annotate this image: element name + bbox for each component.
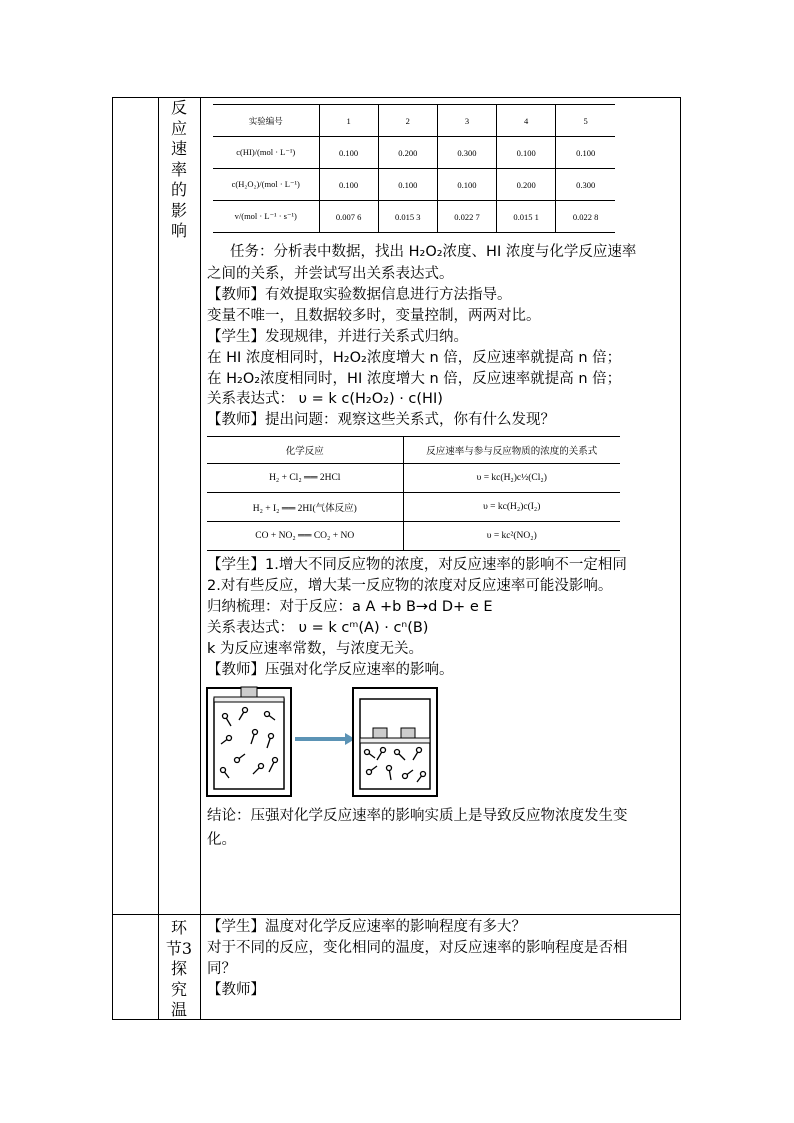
table-cell: υ = kc(H₂)c(I₂)	[403, 493, 620, 522]
table-cell: 0.022 7	[437, 201, 496, 233]
variable-control-note: 变量不唯一，且数据较多时，变量控制，两两对比。	[207, 308, 541, 324]
table-cell: H₂ + Cl₂ ══ 2HCl	[207, 464, 403, 493]
student-note-2: 【学生】1.增大不同反应物的浓度，对反应速率的影响不一定相同	[207, 557, 627, 573]
question-line-2: 同？	[207, 961, 236, 977]
table-header-cell: 化学反应	[207, 437, 403, 464]
cylinder-before	[207, 687, 291, 796]
table-header-cell: 4	[497, 105, 556, 137]
section-label-rate-influence	[159, 98, 199, 242]
table-row	[213, 201, 615, 233]
reaction-rate-table	[207, 436, 620, 551]
table-cell: 0.100	[556, 137, 615, 169]
table-cell: 0.100	[319, 169, 378, 201]
point-2: 2.对有些反应，增大某一反应物的浓度对反应速率可能没影响。	[207, 578, 613, 594]
label-char: 应	[170, 118, 187, 138]
relation-expression-2: 关系表达式： υ = k cᵐ(A) · cⁿ(B)	[207, 620, 429, 636]
label-char: 探	[170, 959, 187, 978]
table-header-cell: 1	[319, 105, 378, 137]
conclusion-line-2: 化。	[207, 832, 236, 848]
table-row	[207, 464, 620, 493]
teacher-note-4: 【教师】	[207, 982, 265, 998]
table-row	[213, 169, 615, 201]
rule-line-2: 在 H₂O₂浓度相同时，HI 浓度增大 n 倍，反应速率就提高 n 倍；	[207, 371, 622, 387]
table-header-cell: 实验编号	[213, 105, 319, 137]
table-cell: v/(mol · L⁻¹ · s⁻¹)	[213, 201, 319, 233]
table-cell: 0.007 6	[319, 201, 378, 233]
column-divider-2	[200, 97, 201, 1020]
table-cell: 0.022 8	[556, 201, 615, 233]
table-cell: c(H₂O₂)/(mol · L⁻¹)	[213, 169, 319, 201]
table-row	[213, 137, 615, 169]
label-char: 环	[170, 918, 187, 937]
label-char: 节3	[165, 938, 193, 958]
label-char: 响	[170, 221, 187, 240]
table-header-row	[213, 105, 615, 137]
row-divider	[112, 914, 681, 915]
table-header-cell: 2	[378, 105, 437, 137]
table-cell: υ = kc²(NO₂)	[403, 522, 620, 551]
cylinder-after	[353, 688, 437, 796]
teacher-question: 【教师】提出问题：观察这些关系式，你有什么发现？	[207, 412, 555, 428]
table-header-cell: 反应速率与参与反应物质的浓度的关系式	[403, 437, 620, 464]
student-note-3: 【学生】温度对化学反应速率的影响程度有多大？	[207, 919, 526, 935]
table-cell: 0.100	[319, 137, 378, 169]
teacher-note-3: 【教师】压强对化学反应速率的影响。	[207, 662, 454, 678]
table-cell: 0.300	[556, 169, 615, 201]
relation-expression-1: 关系表达式： υ = k c(H₂O₂) · c(HI)	[207, 391, 443, 407]
label-char: 影	[170, 200, 187, 220]
table-row	[207, 493, 620, 522]
table-cell: 0.100	[378, 169, 437, 201]
label-char: 的	[170, 180, 187, 199]
table-cell: 0.100	[497, 137, 556, 169]
question-line-1: 对于不同的反应，变化相同的温度，对反应速率的影响程度是否相	[207, 940, 628, 956]
task-line-1: 任务：分析表中数据，找出 H₂O₂浓度、HI 浓度与化学反应速率	[230, 244, 637, 260]
table-cell: υ = kc(H₂)c½(Cl₂)	[403, 464, 620, 493]
table-cell: H₂ + I₂ ══ 2HI(气体反应)	[207, 493, 403, 522]
table-row	[207, 522, 620, 551]
label-char: 反	[170, 98, 187, 117]
table-cell: 0.015 3	[378, 201, 437, 233]
table-cell: CO + NO₂ ══ CO₂ + NO	[207, 522, 403, 551]
conclusion-line-1: 结论：压强对化学反应速率的影响实质上是导致反应物浓度发生变	[207, 808, 628, 824]
table-header-row	[207, 437, 620, 464]
rate-constant-note: k 为反应速率常数，与浓度无关。	[207, 641, 424, 657]
teacher-note-1: 【教师】有效提取实验数据信息进行方法指导。	[207, 287, 512, 303]
summary-line: 归纳梳理：对于反应：a A +b B→d D+ e E	[207, 599, 493, 615]
task-line-2: 之间的关系，并尝试写出关系表达式。	[207, 266, 454, 282]
table-header-cell: 3	[437, 105, 496, 137]
label-char: 率	[170, 159, 187, 179]
table-cell: 0.100	[437, 169, 496, 201]
pressure-piston-diagram	[205, 686, 445, 798]
experiment-data-table	[213, 104, 615, 233]
table-cell: 0.200	[378, 137, 437, 169]
compression-arrow	[295, 733, 355, 745]
table-cell: 0.200	[497, 169, 556, 201]
table-cell: 0.015 1	[497, 201, 556, 233]
label-char: 温	[170, 1000, 187, 1019]
label-char: 究	[170, 979, 187, 999]
table-cell: 0.300	[437, 137, 496, 169]
student-note-1: 【学生】发现规律，并进行关系式归纳。	[207, 329, 468, 345]
section-label-temperature	[159, 918, 199, 1021]
rule-line-1: 在 HI 浓度相同时，H₂O₂浓度增大 n 倍，反应速率就提高 n 倍；	[207, 350, 622, 366]
label-char: 速	[170, 139, 187, 158]
table-header-cell: 5	[556, 105, 615, 137]
table-cell: c(HI)/(mol · L⁻¹)	[213, 137, 319, 169]
